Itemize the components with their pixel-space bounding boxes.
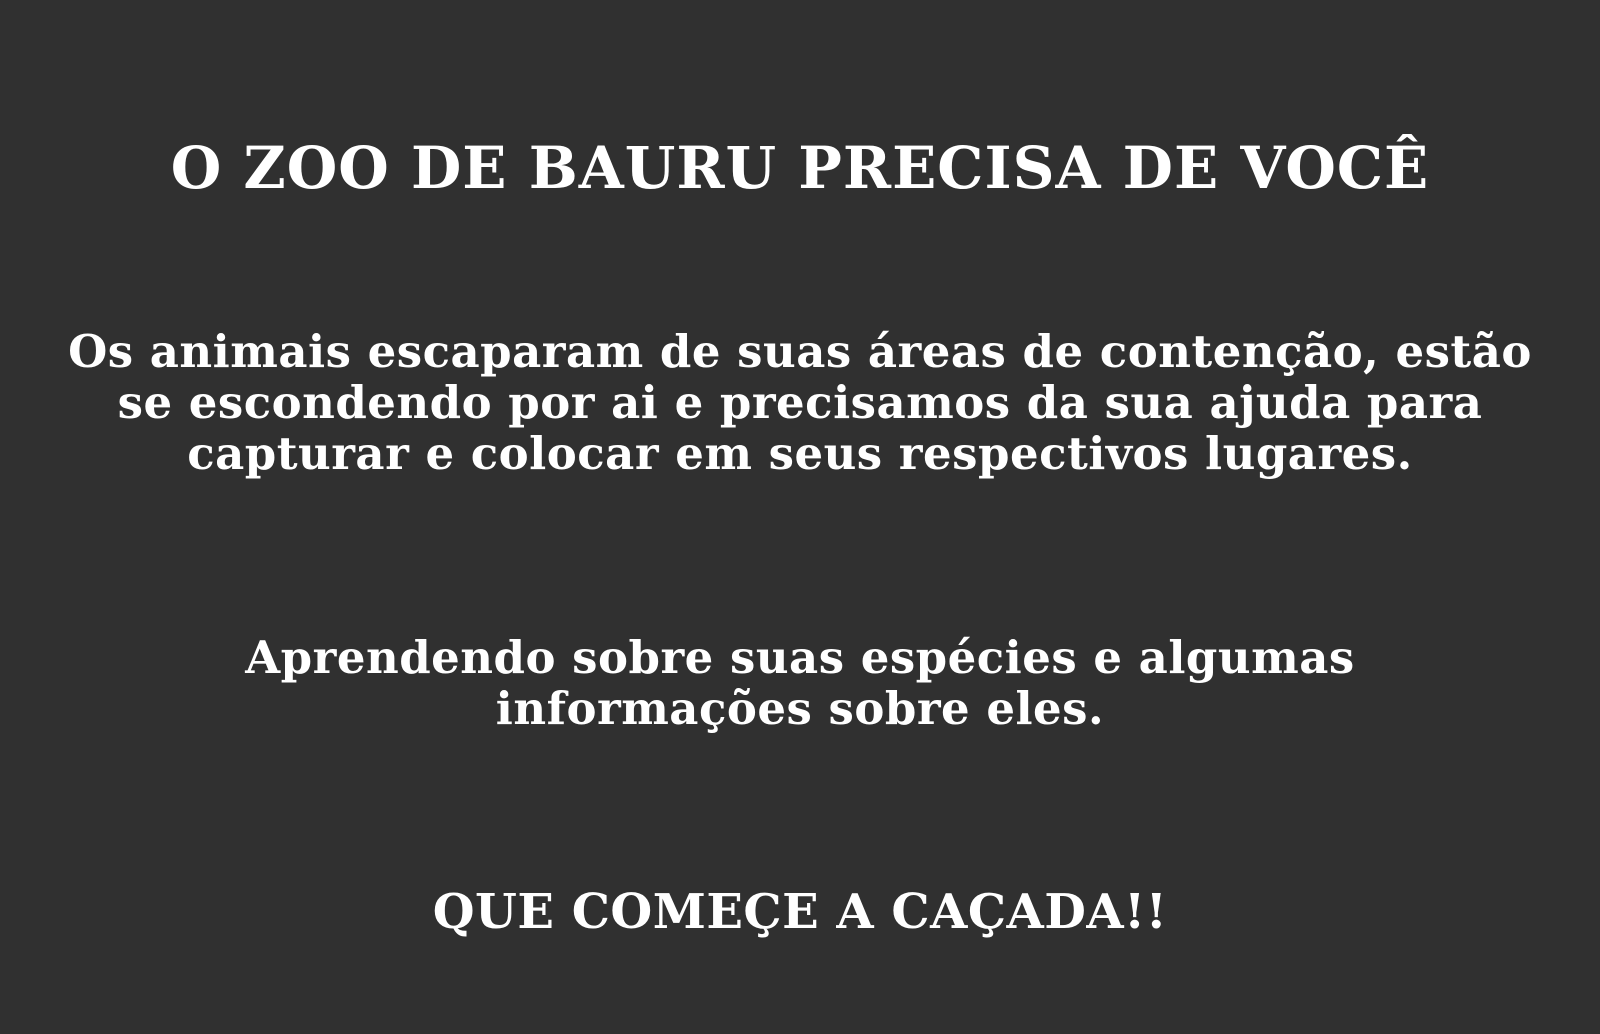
story-paragraph: Os animais escaparam de suas áreas de contenção, estão se escondendo por ai e precisamos da sua ajuda para capturar e colocar em seus respectivos lugares. (68, 325, 1532, 480)
learning-paragraph: Aprendendo sobre suas espécies e algumas informações sobre eles. (245, 631, 1355, 735)
page-title: O ZOO DE BAURU PRECISA DE VOCÊ (170, 134, 1430, 202)
call-to-action-text: QUE COMEÇE A CAÇADA!! (432, 884, 1168, 940)
